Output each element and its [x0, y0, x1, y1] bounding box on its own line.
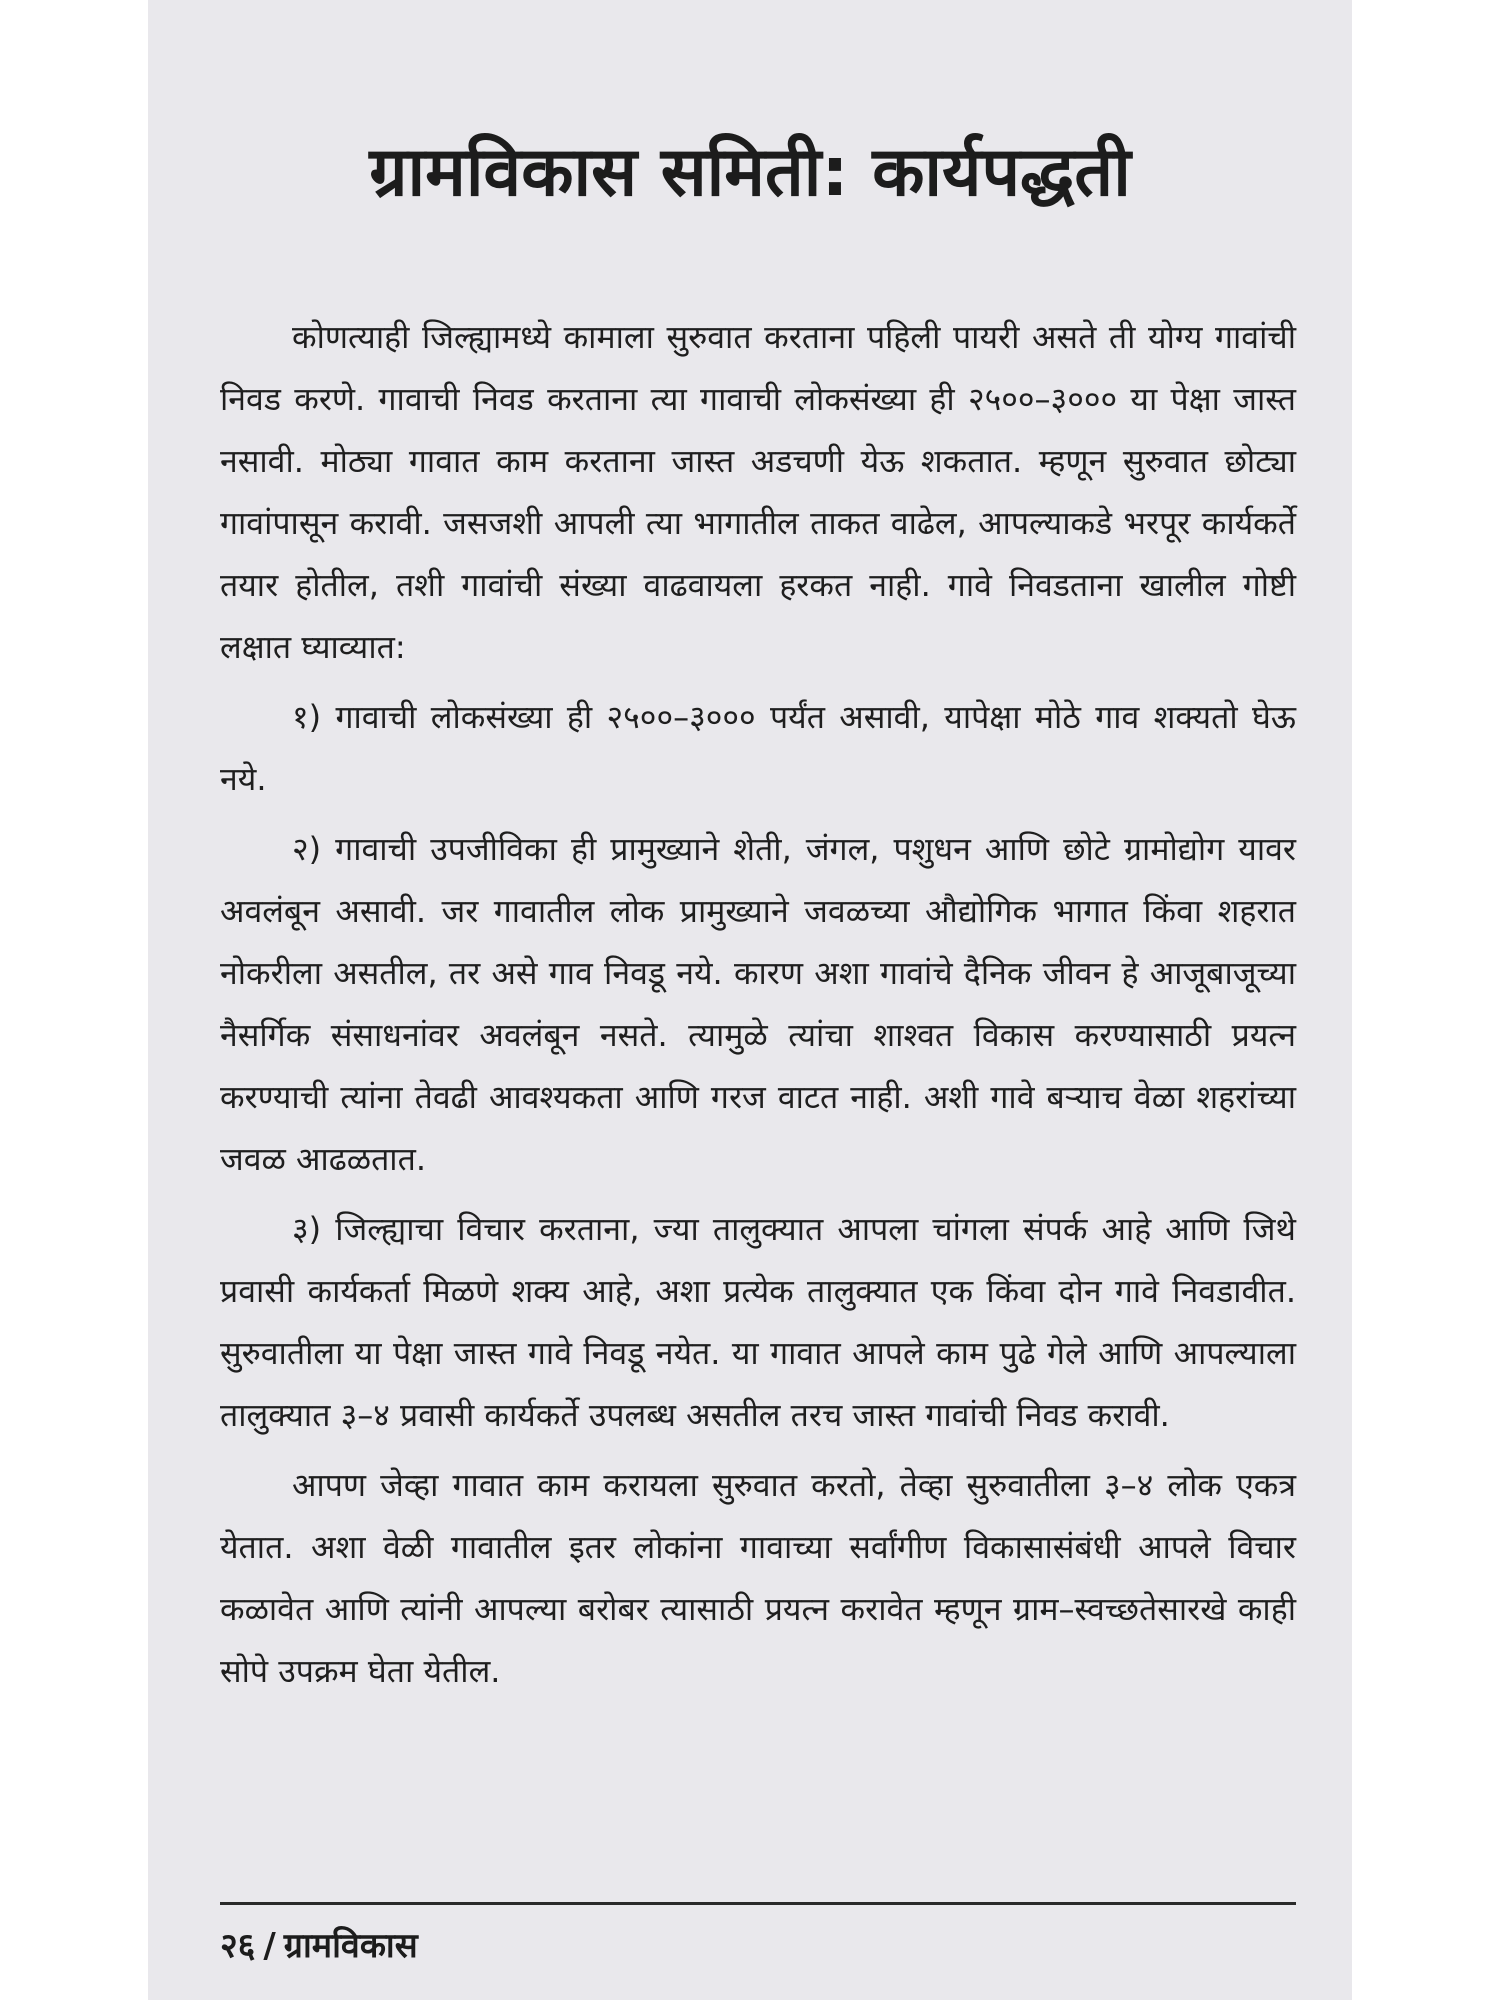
- page-number: २६: [220, 1926, 256, 1966]
- list-item-1: १) गावाची लोकसंख्या ही २५००–३००० पर्यंत असावी, यापेक्षा मोठे गाव शक्यतो घेऊ नये.: [220, 698, 1296, 798]
- page-title: ग्रामविकास समिती: कार्यपद्धती: [369, 133, 1131, 212]
- footer-separator: /: [263, 1926, 276, 1966]
- footer-divider: [220, 1902, 1296, 1905]
- paragraph-closing: आपण जेव्हा गावात काम करायला सुरुवात करतो, तेव्हा सुरुवातीला ३–४ लोक एकत्र येतात. अशा वेळी गावातील इतर लोकांना गावाच्या सर्वांगीण विकासासंबंधी आपले विचार कळावेत आणि त्यांनी आपल्या बरोबर त्यासाठी प्रयत्न करावेत म्हणून ग्राम–स्वच्छतेसारखे काही सोपे उपक्रम घेता येतील.: [220, 1466, 1296, 1690]
- running-title: ग्रामविकास: [283, 1926, 418, 1966]
- book-page: [148, 0, 1352, 2000]
- paragraph-intro: कोणत्याही जिल्ह्यामध्ये कामाला सुरुवात करताना पहिली पायरी असते ती योग्य गावांची निवड करणे. गावाची निवड करताना त्या गावाची लोकसंख्या ही २५००–३००० या पेक्षा जास्त नसावी. मोठ्या गावात काम करताना जास्त अडचणी येऊ शकतात. म्हणून सुरुवात छोट्या गावांपासून करावी. जसजशी आपली त्या भागातील ताकत वाढेल, आपल्याकडे भरपूर कार्यकर्ते तयार होतील, तशी गावांची संख्या वाढवायला हरकत नाही. गावे निवडताना खालील गोष्टी लक्षात घ्याव्यात:: [220, 318, 1296, 666]
- page-footer: [220, 1922, 418, 1970]
- list-item-3: ३) जिल्ह्याचा विचार करताना, ज्या तालुक्यात आपला चांगला संपर्क आहे आणि जिथे प्रवासी कार्यकर्ता मिळणे शक्य आहे, अशा प्रत्येक तालुक्यात एक किंवा दोन गावे निवडावीत. सुरुवातीला या पेक्षा जास्त गावे निवडू नयेत. या गावात आपले काम पुढे गेले आणि आपल्याला तालुक्यात ३–४ प्रवासी कार्यकर्ते उपलब्ध असतील तरच जास्त गावांची निवड करावी.: [220, 1210, 1296, 1434]
- body-text: [220, 306, 1296, 1710]
- list-item-2: २) गावाची उपजीविका ही प्रामुख्याने शेती, जंगल, पशुधन आणि छोटे ग्रामोद्योग यावर अवलंबून असावी. जर गावातील लोक प्रामुख्याने जवळच्या औद्योगिक भागात किंवा शहरात नोकरीला असतील, तर असे गाव निवडू नये. कारण अशा गावांचे दैनिक जीवन हे आजूबाजूच्या नैसर्गिक संसाधनांवर अवलंबून नसते. त्यामुळे त्यांचा शाश्वत विकास करण्यासाठी प्रयत्न करण्याची त्यांना तेवढी आवश्यकता आणि गरज वाटत नाही. अशी गावे बऱ्याच वेळा शहरांच्या जवळ आढळतात.: [220, 830, 1296, 1178]
